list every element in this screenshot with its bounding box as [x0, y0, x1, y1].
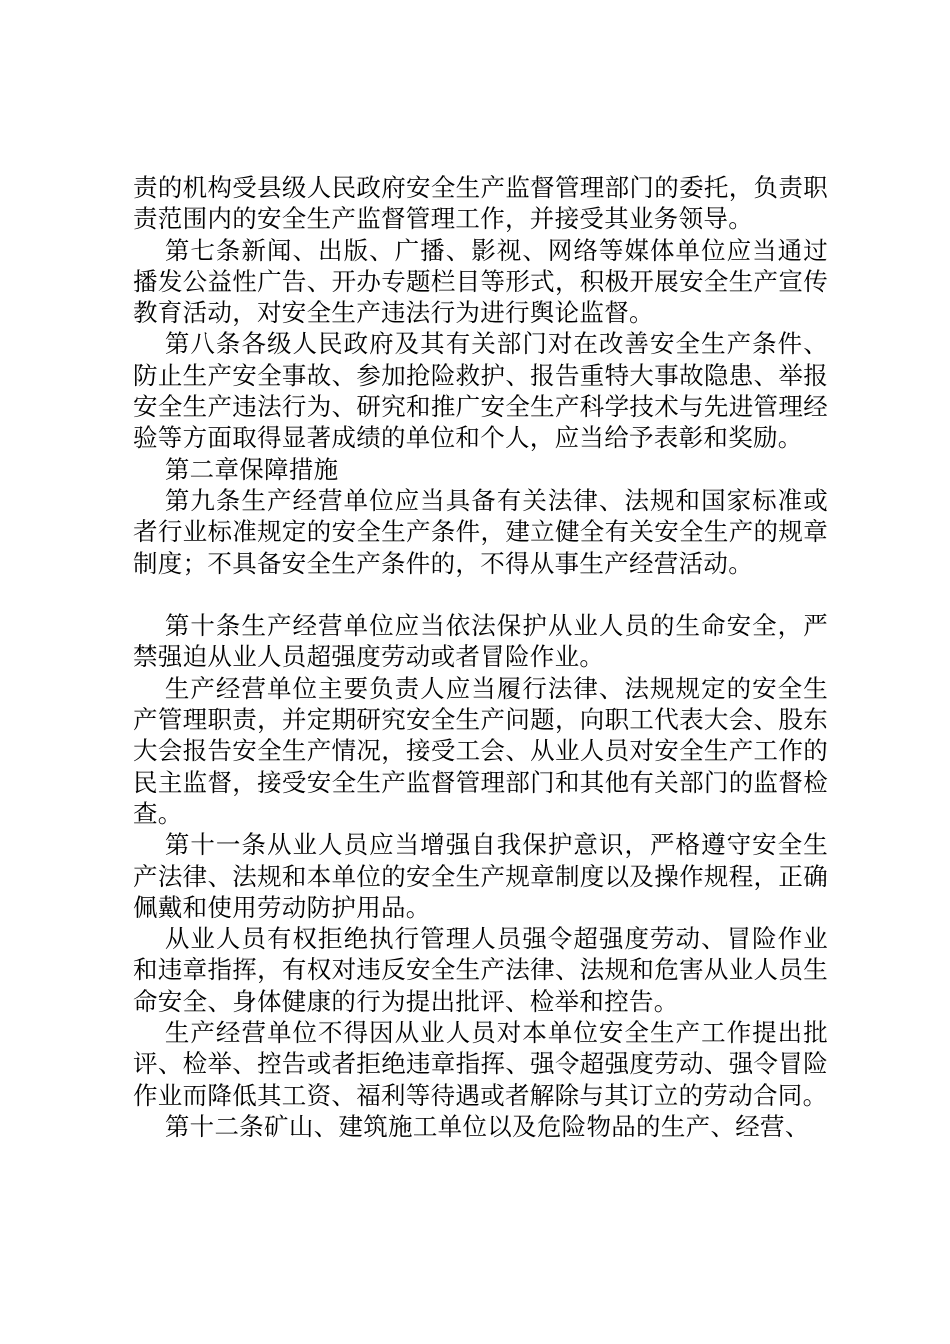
paragraph-article-9: 第九条生产经营单位应当具备有关法律、法规和国家标准或者行业标准规定的安全生产条件，建立健全有关安全生产的规章制度；不具备安全生产条件的，不得从事生产经营活动。 — [133, 485, 828, 578]
document-body — [133, 172, 828, 1142]
paragraph-article-8: 第八条各级人民政府及其有关部门对在改善安全生产条件、防止生产安全事故、参加抢险救护、报告重特大事故隐患、举报安全生产违法行为、研究和推广安全生产科学技术与先进管理经验等方面取得显著成绩的单位和个人，应当给予表彰和奖励。 — [133, 329, 828, 453]
paragraph-article-10-part-2: 生产经营单位主要负责人应当履行法律、法规规定的安全生产管理职责，并定期研究安全生产问题，向职工代表大会、股东大会报告安全生产情况，接受工会、从业人员对安全生产工作的民主监督，接受安全生产监督管理部门和其他有关部门的监督检查。 — [133, 673, 828, 828]
paragraph-article-7: 第七条新闻、出版、广播、影视、网络等媒体单位应当通过播发公益性广告、开办专题栏目等形式，积极开展安全生产宣传教育活动，对安全生产违法行为进行舆论监督。 — [133, 235, 828, 328]
paragraph-article-11: 第十一条从业人员应当增强自我保护意识，严格遵守安全生产法律、法规和本单位的安全生产规章制度以及操作规程，正确佩戴和使用劳动防护用品。 — [133, 830, 828, 922]
blank-line — [133, 579, 828, 610]
paragraph-article-10: 第十条生产经营单位应当依法保护从业人员的生命安全，严禁强迫从业人员超强度劳动或者冒险作业。 — [133, 611, 828, 672]
paragraph-article-12: 第十二条矿山、建筑施工单位以及危险物品的生产、经营、 — [164, 1111, 810, 1141]
chapter-heading: 第二章保障措施 — [164, 454, 339, 484]
paragraph-continuation: 责的机构受县级人民政府安全生产监督管理部门的委托，负责职责范围内的安全生产监督管理工作，并接受其业务领导。 — [133, 173, 828, 234]
paragraph-article-11-part-3: 生产经营单位不得因从业人员对本单位安全生产工作提出批评、检举、控告或者拒绝违章指挥、强令超强度劳动、强令冒险作业而降低其工资、福利等待遇或者解除与其订立的劳动合同。 — [133, 1018, 828, 1110]
paragraph-article-11-part-2: 从业人员有权拒绝执行管理人员强令超强度劳动、冒险作业和违章指挥，有权对违反安全生产法律、法规和危害从业人员生命安全、身体健康的行为提出批评、检举和控告。 — [133, 924, 828, 1016]
